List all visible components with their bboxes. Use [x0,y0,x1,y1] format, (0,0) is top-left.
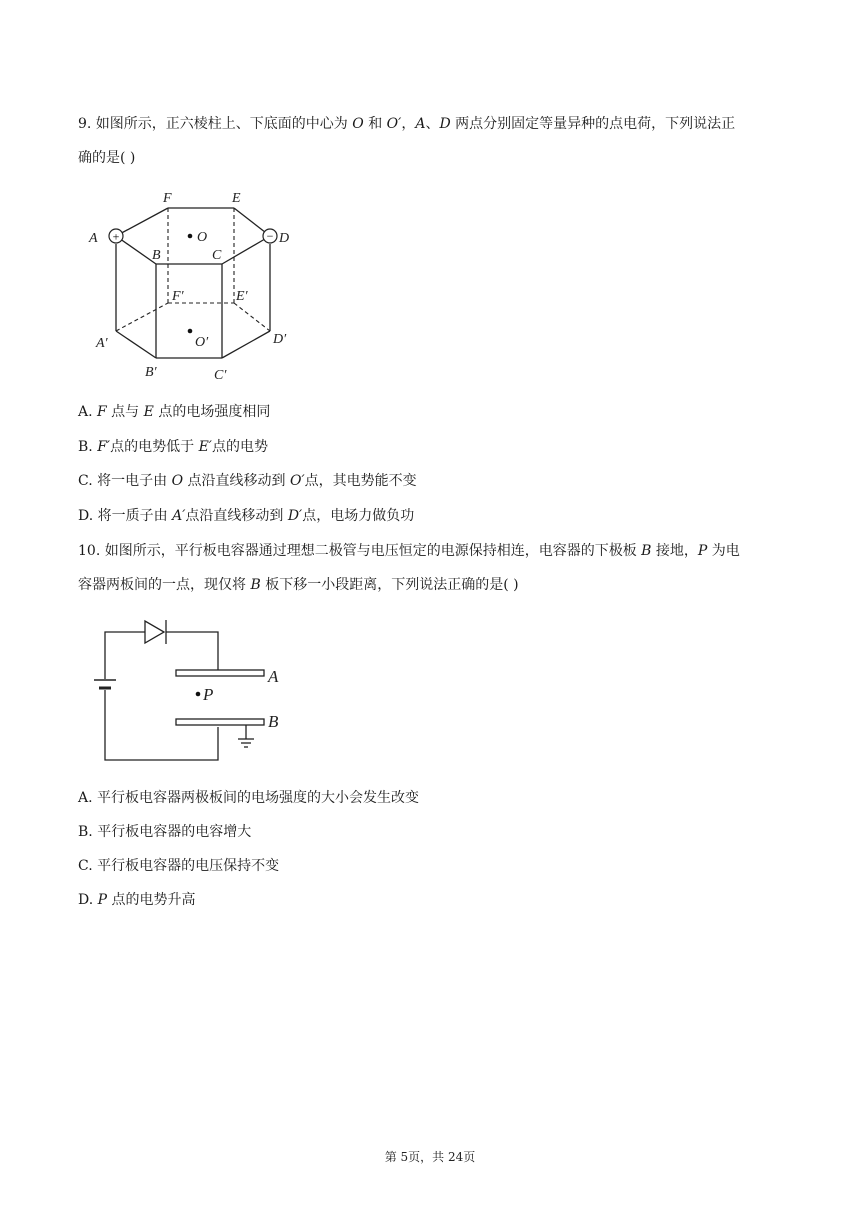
q9-stem-text: ， [401,116,416,132]
option-var: D′ [287,508,303,524]
q9-stem-text: 两点分别固定等量异种的点电荷，下列说法正 [450,116,736,132]
option-var: F′ [97,439,111,455]
option-text: C. 将一电子由 [78,473,172,489]
capacitor-plate-A [176,670,264,676]
option-text: A. [78,404,98,420]
q10-option-d[interactable] [78,890,196,910]
q9-stem-line2: 确的是( ) [78,150,136,166]
q10-stem-line1 [78,541,740,561]
option-text: 点的电场强度相同 [153,404,271,420]
q9-hexagonal-prism-figure [80,182,310,382]
option-text: D. [78,892,98,908]
label-P: P [203,685,214,704]
option-text: 点，其电势能不变 [304,473,417,489]
option-var: O [171,473,184,489]
q9-stem-line1 [78,114,735,134]
label-Fp: F′ [172,289,184,304]
label-Ap: A′ [96,336,108,351]
label-D: D [279,231,290,246]
capacitor-plate-B [176,719,264,725]
label-A: A [89,231,98,246]
option-text: B. [78,439,98,455]
label-E: E [232,191,241,206]
option-var: O′ [289,473,305,489]
option-text: 点的电势升高 [107,892,196,908]
plus-sign: + [112,229,120,244]
q10-option-a[interactable]: A. 平行板电容器两极板间的电场强度的大小会发生改变 [78,790,420,806]
diode-icon [145,621,164,643]
q9-var-D: D [439,116,451,132]
q9-stem-text: 、 [425,116,440,132]
option-var: E [143,404,154,420]
label-B: B [268,712,279,731]
label-B: B [152,248,161,263]
hidden-edge-ApFp [116,303,168,331]
label-Ep: E′ [236,289,248,304]
q9-option-d[interactable] [78,506,414,526]
option-text: D. 将一质子由 [78,508,173,524]
q10-capacitor-circuit-figure [90,612,300,768]
option-var: F [97,404,107,420]
point-P [196,692,201,697]
option-text: 点与 [106,404,144,420]
option-var: E′ [198,439,212,455]
edge-DC [222,236,270,264]
q10-var-P: P [697,543,708,559]
wire-left-top [105,632,145,679]
q10-stem-text: 为电 [707,543,740,559]
q10-var-B: B [250,577,261,593]
option-text: 点，电场力做负功 [302,508,415,524]
q10-stem-text: 10. 如图所示，平行板电容器通过理想二极管与电压恒定的电源保持相连，电容器的下极板 [78,543,642,559]
label-F: F [163,191,172,206]
q9-option-a[interactable] [78,402,270,422]
label-O: O [197,230,208,245]
q9-var-Op: O′ [386,116,402,132]
option-text: 点沿直线移动到 [185,508,288,524]
option-var: A′ [172,508,186,524]
center-point-Op [188,329,193,334]
option-text: 点的电势 [211,439,268,455]
q9-var-O: O [352,116,364,132]
label-Dp: D′ [273,332,287,347]
q10-var-B: B [641,543,652,559]
label-Bp: B′ [145,365,157,380]
label-A: A [268,667,279,686]
option-text: 点的电势低于 [110,439,199,455]
q10-option-b[interactable]: B. 平行板电容器的电容增大 [78,824,252,840]
label-C: C [212,248,222,263]
option-text: 点沿直线移动到 [183,473,290,489]
edge-ApBp [116,331,156,358]
option-var: P [97,892,108,908]
center-point-O [188,234,193,239]
q9-option-b[interactable] [78,437,268,457]
q9-stem-text: 9. 如图所示，正六棱柱上、下底面的中心为 [78,116,353,132]
hidden-edge-EpDp [234,303,270,331]
minus-sign: − [266,229,274,243]
q9-var-A: A [415,116,426,132]
q10-stem-line2 [78,575,519,595]
edge-AF [116,208,168,236]
q10-stem-text: 接地， [651,543,698,559]
page-footer: 第 5页，共 24页 [384,1150,476,1164]
q9-stem-text: 和 [363,116,387,132]
wire-right-top [166,632,218,670]
label-Op: O′ [195,335,209,350]
edge-CpDp [222,331,270,358]
q10-stem-text: 容器两板间的一点，现仅将 [78,577,251,593]
label-Cp: C′ [214,368,227,382]
q9-option-c[interactable] [78,471,417,491]
q10-stem-text: 板下移一小段距离，下列说法正确的是( ) [260,577,519,593]
q10-option-c[interactable]: C. 平行板电容器的电压保持不变 [78,858,280,874]
